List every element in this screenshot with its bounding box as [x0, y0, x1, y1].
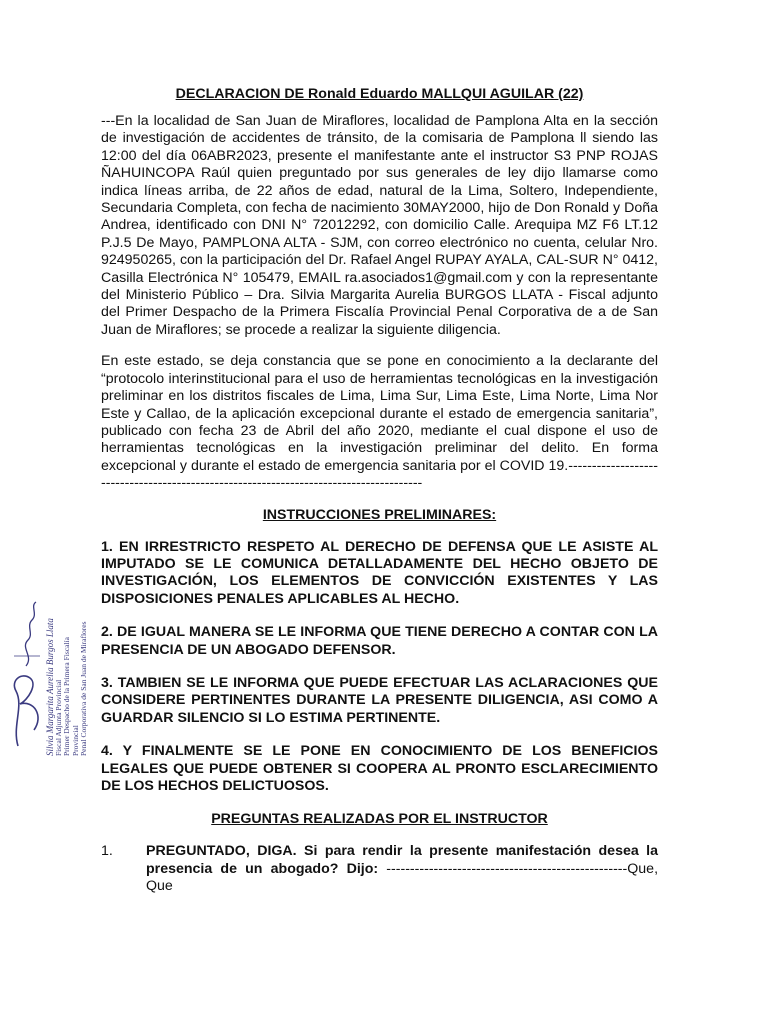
stamp-line-3: Penal Corporativa de San Juan de Miraflores — [79, 621, 88, 756]
instruction-3: 3. TAMBIEN SE LE INFORMA QUE PUEDE EFECTUAR LAS ACLARACIONES QUE CONSIDERE PERTINENTES DURANTE LA PRESENTE DILIGENCIA, ASI COMO A GUARDAR SILENCIO SI LO ESTIMA PERTINENTE. — [101, 674, 658, 726]
instruction-1: 1. EN IRRESTRICTO RESPETO AL DERECHO DE DEFENSA QUE LE ASISTE AL IMPUTADO SE LE COMUNICA DETALLADAMENTE DEL HECHO OBJETO DE INVESTIGACIÓN, LOS ELEMENTOS DE CONVICCIÓN EXISTENTES Y LAS DISPOSICIONES PENALES APLICABLES AL HECHO. — [101, 538, 658, 607]
intro-paragraph: ---En la localidad de San Juan de Miraflores, localidad de Pamplona Alta en la sección de investigación de accidentes de tránsito, de la comisaria de Pamplona ll siendo las 12:00 del día 06ABR2023, presente el manifestante ante el instructor S3 PNP ROJAS ÑAHUINCOPA Raúl quien preguntado por sus generales de ley dijo llamarse como indica líneas arriba, de 22 años de edad, natural de la Lima, Soltero, Independiente, Secundaria Completa, con fecha de nacimiento 30MAY2000, hijo de Don Ronald y Doña Andrea, identificado con DNI N° 72012292, con domicilio Calle. Arequipa MZ F6 LT.12 P.J.5 De Mayo, PAMPLONA ALTA - SJM, con correo electrónico no cuenta, celular Nro. 924950265, con la participación del Dr. Rafael Angel RUPAY AYALA, CAL-SUR N° 0412, Casilla Electrónica N° 105479, EMAIL ra.asociados1@gmail.com y con la representante del Ministerio Público – Dra. Silvia Margarita Aurelia BURGOS LLATA - Fiscal adjunto del Primer Despacho de la Primera Fiscalía Provincial Penal Corporativa de a de San Juan de Miraflores; se procede a realizar la siguiente diligencia. — [101, 113, 658, 338]
question-answer-text: ---------------------------------------------------Que, Que — [146, 860, 659, 895]
section-heading-instrucciones: INSTRUCCIONES PRELIMINARES: — [262, 506, 497, 523]
document-page — [101, 86, 658, 896]
question-number: 1. — [101, 843, 113, 860]
question-1 — [101, 843, 658, 895]
question-bold-text: PREGUNTADO, DIGA. Si para rendir la presente manifestación desea la presencia de un abogado? Dijo: — [146, 843, 658, 877]
stamp-name: Silvia Margarita Aurelia Burgos Llata — [45, 618, 55, 756]
question-text — [146, 843, 658, 895]
instruction-4: 4. Y FINALMENTE SE LE PONE EN CONOCIMIENTO DE LOS BENEFICIOS LEGALES QUE PUEDE OBTENER SI COOPERA AL PRONTO ESCLARECIMIENTO DE LOS HECHOS DELICTUOSOS. — [101, 743, 658, 794]
stamp-line-1: Fiscal Adjunta Provincial — [53, 679, 63, 756]
stamp-line-2: Primer Despacho de la Primera Fiscalía Provincial — [62, 637, 80, 756]
document-title: DECLARACION DE Ronald Eduardo MALLQUI AGUILAR (22) — [175, 86, 584, 102]
section-heading-preguntas: PREGUNTAS REALIZADAS POR EL INSTRUCTOR — [211, 811, 548, 828]
instruction-2: 2. DE IGUAL MANERA SE LE INFORMA QUE TIENE DERECHO A CONTAR CON LA PRESENCIA DE UN ABOGADO DEFENSOR. — [101, 624, 658, 658]
protocol-paragraph: En este estado, se deja constancia que se pone en conocimiento a la declarante del “protocolo interinstitucional para el uso de herramientas tecnológicas en la investigación preliminar en los distritos fiscales de Lima, Lima Sur, Lima Este, Lima Norte, Lima Nor Este y Callao, de la aplicación excepcional durante el estado de emergencia sanitaria”, publicado con fecha 23 de Abril del año 2020, mediante el cual dispone el uso de herramientas tecnológicas en la investigación preliminar del delito. En forma excepcional y durante el estado de emergencia sanitaria por el COVID 19.--------------------------------------------------------------------------------------- — [101, 353, 658, 492]
fiscal-stamp — [46, 606, 89, 756]
